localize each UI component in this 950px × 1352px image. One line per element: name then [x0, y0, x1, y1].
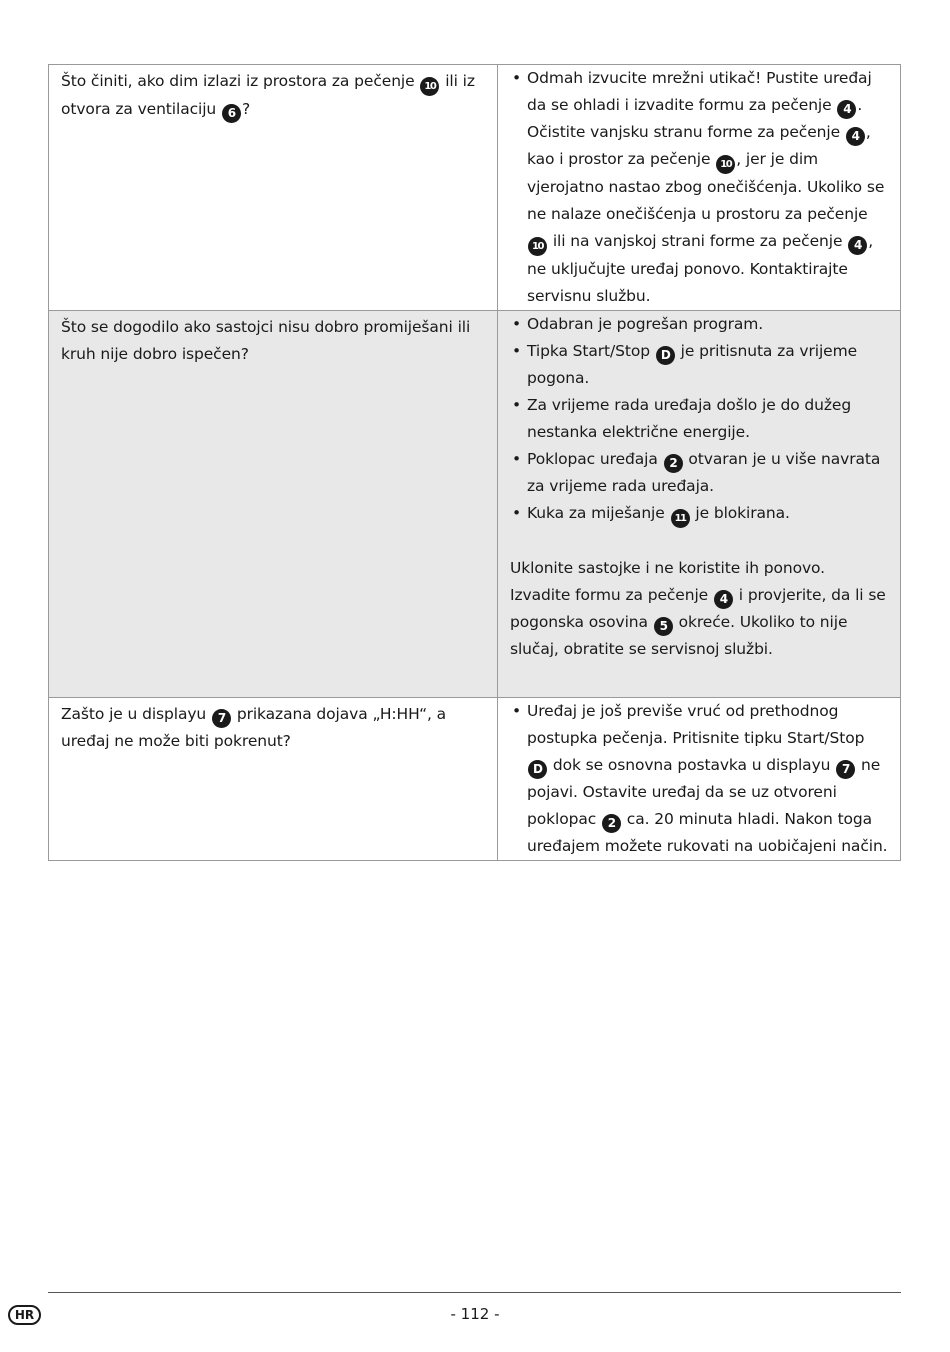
list-item: • Poklopac uređaja 2 otvaran je u više navrata za vrijeme rada uređaja.: [510, 446, 890, 500]
part-number-10-icon: 10: [528, 237, 547, 256]
list-item: • Odmah izvucite mrežni utikač! Pustite uređaj da se ohladi i izvadite formu za pečenje 4 . Očistite vanjsku stranu forme za pečenje 4 , kao i prostor za pečenje 10 , jer je dim vjerojatno nastao zbog onečišćenja. Ukoliko se ne nalaze onečišćenja u prostoru za pečenje 10 ili na vanjskoj strani forme za pečenje 4 , ne uključujte uređaj ponovo. Kontaktirajte servisnu službu.: [510, 65, 890, 310]
part-number-4-icon: 4: [846, 127, 865, 146]
part-number-2-icon: 2: [602, 814, 621, 833]
part-number-5-icon: 5: [654, 617, 673, 636]
question-text: Što činiti, ako dim izlazi iz prostora za pečenje 10 ili iz otvora za ventilaciju 6 ?: [61, 72, 475, 118]
answer-cell: [498, 698, 901, 861]
part-number-6-icon: 6: [222, 104, 241, 123]
answer-cell: [498, 311, 901, 698]
list-item: • Za vrijeme rada uređaja došlo je do dužeg nestanka električne energije.: [510, 392, 890, 446]
answer-list: [510, 698, 890, 860]
answer-list: [510, 65, 890, 310]
list-item: • Uređaj je još previše vruć od prethodnog postupka pečenja. Pritisnite tipku Start/Stop D dok se osnovna postavka u displayu 7 ne pojavi. Ostavite uređaj da se uz otvoreni poklopac 2 ca. 20 minuta hladi. Nakon toga uređajem možete rukovati na uobičajeni način.: [510, 698, 890, 860]
footer-divider: [48, 1292, 901, 1293]
language-badge: HR: [8, 1305, 41, 1325]
part-number-4-icon: 4: [714, 590, 733, 609]
table-row: [49, 65, 901, 311]
table-row: [49, 698, 901, 861]
list-item: • Kuka za miješanje 11 je blokirana.: [510, 500, 890, 528]
answer-note: Uklonite sastojke i ne koristite ih ponovo. Izvadite formu za pečenje 4 i provjerite, da li se pogonska osovina 5 okreće. Ukoliko to nije slučaj, obratite se servisnoj službi.: [510, 559, 886, 658]
part-number-7-icon: 7: [212, 709, 231, 728]
list-item: • Odabran je pogrešan program.: [510, 311, 890, 338]
table-row: [49, 311, 901, 698]
list-item: • Tipka Start/Stop D je pritisnuta za vrijeme pogona.: [510, 338, 890, 392]
part-number-11-icon: 11: [671, 509, 690, 528]
part-number-10-icon: 10: [716, 155, 735, 174]
part-number-10-icon: 10: [420, 77, 439, 96]
question-cell: [49, 698, 498, 861]
answer-list: [510, 311, 890, 528]
start-stop-button-d-icon: D: [656, 346, 675, 365]
start-stop-button-d-icon: D: [528, 760, 547, 779]
question-cell: [49, 65, 498, 311]
page-number: - 112 -: [450, 1305, 500, 1323]
part-number-2-icon: 2: [664, 454, 683, 473]
part-number-7-icon: 7: [836, 760, 855, 779]
question-text: Što se dogodilo ako sastojci nisu dobro promiješani ili kruh nije dobro ispečen?: [61, 318, 471, 363]
question-text: Zašto je u displayu 7 prikazana dojava „H:HH“, a uređaj ne može biti pokrenut?: [61, 705, 447, 750]
answer-cell: [498, 65, 901, 311]
troubleshooting-table: [48, 64, 901, 861]
part-number-4-icon: 4: [848, 236, 867, 255]
question-cell: [49, 311, 498, 698]
part-number-4-icon: 4: [837, 100, 856, 119]
